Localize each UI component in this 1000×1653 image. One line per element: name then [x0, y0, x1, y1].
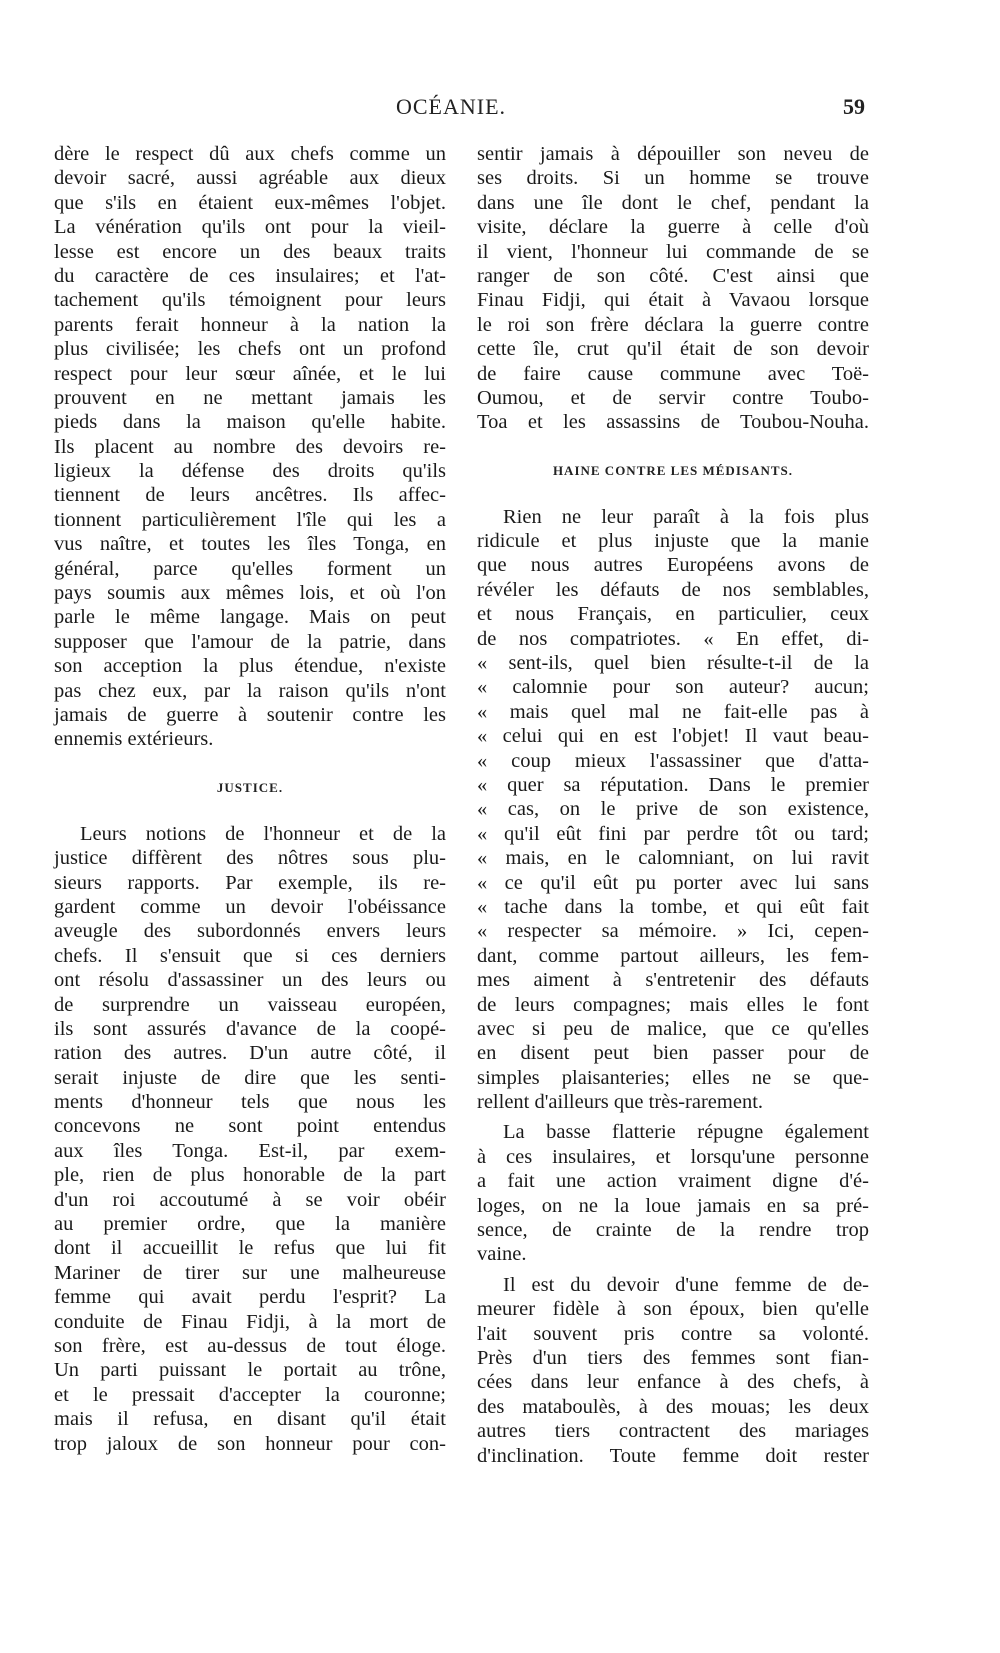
text-line: parents ferait honneur à la nation la — [54, 313, 446, 336]
text-line: meurer fidèle à son époux, bien qu'elle — [477, 1298, 869, 1321]
text-line: vaine. — [477, 1243, 527, 1266]
text-line: d'inclination. Toute femme doit rester — [477, 1444, 869, 1467]
text-line: ligieux la défense des droits qu'ils — [54, 460, 446, 483]
text-line: trop jaloux de son honneur pour con- — [54, 1432, 446, 1455]
text-line: supposer que l'amour de la patrie, dans — [54, 630, 446, 653]
text-line: concevons ne sont point entendus — [54, 1115, 446, 1138]
text-line: Mariner de tirer sur une malheureuse — [54, 1261, 446, 1284]
text-line: « celui qui en est l'objet! Il vaut beau- — [477, 725, 869, 748]
left-column — [54, 142, 446, 1456]
text-line: mais il refusa, en disant qu'il était — [54, 1408, 446, 1431]
text-line: aux îles Tonga. Est-il, par exem- — [54, 1139, 446, 1162]
section-heading-haine: HAINE CONTRE LES MÉDISANTS. — [552, 462, 794, 478]
text-line: « sent-ils, quel bien résulte-t-il de la — [477, 652, 869, 675]
paragraph — [54, 822, 446, 1456]
text-line: ridicule et plus injuste que la manie — [477, 530, 869, 553]
text-line: pieds dans la maison qu'elle habite. — [54, 411, 446, 434]
text-line: La basse flatterie répugne également — [503, 1121, 869, 1144]
text-line: de leurs compagnes; mais elles le font — [477, 993, 869, 1016]
text-line: de surprendre un vaisseau européen, — [54, 993, 446, 1016]
text-line: d'un roi accoutumé à se voir obéir — [54, 1188, 446, 1211]
text-line: des mataboulès, à des mouas; les deux — [477, 1395, 869, 1418]
text-line: parle le même langage. Mais on peut — [54, 606, 446, 629]
text-line: serait injuste de dire que les senti- — [54, 1066, 446, 1089]
text-line: ont résolu d'assassiner un des leurs ou — [54, 969, 446, 992]
text-line: Oumou, et de servir contre Toubo- — [477, 386, 869, 409]
text-line: autres tiers contractent des mariages — [477, 1420, 869, 1443]
text-line: Près d'un tiers des femmes sont fian- — [477, 1346, 869, 1369]
text-line: pas chez eux, par la raison qu'ils n'ont — [54, 679, 446, 702]
text-line: a fait une action vraiment digne d'é- — [477, 1170, 869, 1193]
text-line: aveugle des subordonnés envers leurs — [54, 920, 446, 943]
text-line: tachement qu'ils témoignent pour leurs — [54, 289, 446, 312]
text-line: en disent peut bien passer pour de — [477, 1042, 869, 1065]
text-line: femme qui avait perdu l'esprit? La — [54, 1286, 446, 1309]
text-line: son frère, est au-dessus de tout éloge. — [54, 1334, 446, 1357]
text-line: ration des autres. D'un autre côté, il — [54, 1042, 446, 1065]
text-line: Ils placent au nombre des devoirs re- — [54, 435, 446, 458]
text-line: jamais de guerre à soutenir contre les — [54, 703, 446, 726]
text-line: tionnent particulièrement l'île qui les a — [54, 508, 446, 531]
text-line: « mais, en le calomniant, on lui ravit — [477, 847, 869, 870]
text-line: « ce qu'il eût pu porter avec lui sans — [477, 871, 869, 894]
paragraph — [477, 505, 869, 1115]
section-heading-justice: JUSTICE. — [216, 779, 284, 795]
text-line: La vénération qu'ils ont pour la vieil- — [54, 216, 446, 239]
page-number: 59 — [843, 94, 865, 119]
text-line: « qu'il eût fini par perdre tôt ou tard; — [477, 822, 869, 845]
text-line: Un parti puissant le portait au trône, — [54, 1359, 446, 1382]
text-line: et le pressait d'accepter la couronne; — [54, 1383, 446, 1406]
text-line: Leurs notions de l'honneur et de la — [80, 822, 446, 845]
text-line: chefs. Il s'ensuit que si ces derniers — [54, 944, 446, 967]
text-line: au premier ordre, que la manière — [54, 1213, 446, 1236]
text-line: sentir jamais à dépouiller son neveu de — [477, 143, 869, 165]
text-line: que s'ils en étaient eux-mêmes l'objet. — [54, 191, 446, 214]
text-line: « quer sa réputation. Dans le premier — [477, 773, 869, 796]
text-line: son acception la plus étendue, n'existe — [54, 655, 446, 678]
text-line: ils sont assurés d'avance de la coopé- — [54, 1017, 446, 1040]
text-line: général, parce qu'elles forment un — [54, 557, 446, 580]
running-title: OCÉANIE. — [396, 94, 507, 119]
running-head — [0, 94, 1000, 124]
text-line: pays soumis aux mêmes lois, et où l'on — [54, 582, 446, 605]
text-line: de faire cause commune avec Toë- — [477, 362, 869, 385]
text-line: respect pour leur sœur aînée, et le lui — [54, 362, 446, 385]
text-line: sence, de crainte de la rendre trop — [477, 1219, 869, 1242]
text-line: tiennent de leurs ancêtres. Ils affec- — [54, 484, 446, 507]
text-line: « coup mieux l'assassiner que d'atta- — [477, 749, 869, 772]
text-line: Finau Fidji, qui était à Vavaou lorsque — [477, 289, 869, 312]
paragraph — [477, 1273, 869, 1468]
text-line: rellent d'ailleurs que très-rarement. — [477, 1091, 764, 1114]
text-line: plus civilisée; les chefs ont un profond — [54, 338, 446, 361]
text-line: avec si peu de malice, que ce qu'elles — [477, 1017, 869, 1040]
text-line: ennemis extérieurs. — [54, 728, 214, 751]
text-line: dont il accueillit le refus que lui fit — [54, 1237, 446, 1260]
text-line: dant, comme partout ailleurs, les fem- — [477, 944, 869, 967]
text-line: « tache dans la tombe, et qui eût fait — [477, 895, 869, 918]
text-line: « cas, on le prive de son existence, — [477, 798, 869, 821]
text-line: ments d'honneur tels que nous les — [54, 1091, 446, 1114]
text-line: devoir sacré, aussi agréable aux dieux — [54, 167, 446, 190]
text-line: que nous autres Européens avons de — [477, 554, 869, 577]
text-line: cées dans leur enfance à des chefs, à — [477, 1371, 869, 1394]
text-line: dans une île dont le chef, pendant la — [477, 191, 869, 214]
paragraph — [477, 1120, 869, 1266]
text-line: « calomnie pour son auteur? aucun; — [477, 676, 869, 699]
text-line: conduite de Finau Fidji, à la mort de — [54, 1310, 446, 1333]
text-line: du caractère de ces insulaires; et l'at- — [54, 264, 446, 287]
text-line: de nos compatriotes. « En effet, di- — [477, 627, 869, 650]
text-line: lesse est encore un des beaux traits — [54, 240, 446, 263]
text-line: gardent comme un devoir l'obéissance — [54, 895, 446, 918]
text-line: justice diffèrent des nôtres sous plu- — [54, 847, 446, 870]
paragraph — [54, 142, 446, 752]
text-line: il vient, l'honneur lui commande de se — [477, 240, 869, 263]
text-line: « respecter sa mémoire. » Ici, cepen- — [477, 920, 869, 943]
text-line: le roi son frère déclara la guerre contre — [477, 313, 869, 336]
text-line: vus naître, et toutes les îles Tonga, en — [54, 533, 446, 556]
text-line: révéler les défauts de nos semblables, — [477, 578, 869, 601]
text-line: visite, déclare la guerre à celle d'où — [477, 216, 869, 239]
text-line: Rien ne leur paraît à la fois plus — [503, 505, 869, 528]
text-line: Toa et les assassins de Toubou-Nouha. — [477, 411, 869, 434]
text-line: prouvent en ne mettant jamais les — [54, 386, 446, 409]
paragraph — [477, 142, 869, 435]
text-line: cette île, crut qu'il était de son devoir — [477, 338, 869, 361]
text-line: Il est du devoir d'une femme de de- — [503, 1273, 869, 1296]
text-line: sieurs rapports. Par exemple, ils re- — [54, 871, 446, 894]
text-line: ses droits. Si un homme se trouve — [477, 167, 869, 190]
text-line: ple, rien de plus honorable de la part — [54, 1164, 446, 1187]
text-line: et nous Français, en particulier, ceux — [477, 603, 869, 626]
text-line: à ces insulaires, et lorsqu'une personne — [477, 1145, 869, 1168]
text-line: ranger de son côté. C'est ainsi que — [477, 264, 869, 287]
text-line: simples plaisanteries; elles ne se que- — [477, 1066, 869, 1089]
text-line: l'ait souvent pris contre sa volonté. — [477, 1322, 869, 1345]
text-line: « mais quel mal ne fait-elle pas à — [477, 700, 869, 723]
text-line: dère le respect dû aux chefs comme un — [54, 143, 446, 165]
text-line: loges, on ne la loue jamais en sa pré- — [477, 1194, 869, 1217]
text-line: mes aiment à s'entretenir des défauts — [477, 969, 869, 992]
right-column — [477, 142, 869, 1468]
